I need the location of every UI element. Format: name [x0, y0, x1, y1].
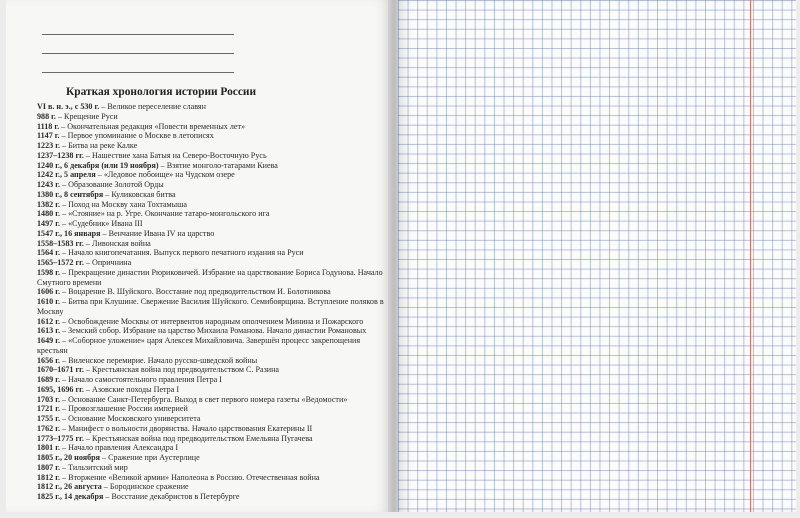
left-page [6, 0, 390, 512]
entry-text: – Битва на реке Калке [60, 141, 138, 150]
entry-date: 988 г. [37, 111, 56, 121]
entry-date: 1703 г. [37, 394, 60, 404]
write-line [42, 53, 234, 54]
entry-text: – Виленское перемирие. Начало русско-шведской войны [60, 355, 258, 365]
entry-date: 1670–1671 гг. [37, 365, 84, 375]
entry-date: VI в. н. э., с 530 г. [37, 102, 100, 111]
chronology-entry [37, 336, 387, 356]
chronology-entry [37, 356, 387, 366]
entry-date: 1237–1238 гг. [37, 150, 84, 160]
entry-date: 1805 г., 20 ноября [37, 453, 101, 462]
entry-text: – Основание Московского университета [60, 414, 201, 423]
entry-date: 1812 г., 26 августа [37, 482, 102, 492]
chronology-entry [37, 434, 387, 444]
entry-date: 1223 г. [37, 141, 60, 150]
entry-date: 1801 г. [37, 443, 60, 453]
entry-text: – Венчание Ивана IV на царство [100, 228, 215, 238]
chronology-entry [37, 180, 387, 190]
entry-date: 1656 г. [37, 355, 60, 365]
chronology-entry [37, 463, 387, 473]
chronology-entry [37, 200, 387, 210]
entry-date: 1558–1583 гг. [37, 238, 84, 248]
margin-line [750, 0, 751, 512]
entry-text: – «Судебник» Ивана III [60, 219, 143, 228]
chronology-entry [37, 424, 387, 434]
entry-date: 1695, 1696 гг. [37, 384, 84, 394]
chronology-entry [37, 141, 387, 151]
entry-text: – Начало правления Александра I [60, 443, 179, 453]
chronology-entry [37, 395, 387, 405]
entry-text: – Бородинское сражение [101, 482, 189, 492]
chronology-entry [37, 375, 387, 385]
chronology-entry [37, 326, 387, 336]
entry-date: 1242 г., 5 апреля [37, 170, 96, 180]
chronology-entry [37, 268, 387, 288]
entry-text: – Воцарение В. Шуйского. Восстание под предводительством И. Болотникова [60, 287, 331, 297]
entry-text: – Взятие монголо-татарами Киева [158, 160, 278, 170]
chronology-entry [37, 219, 387, 229]
entry-text: – Азовские походы Петра I [83, 384, 180, 394]
entry-date: 1147 г. [37, 131, 60, 141]
chronology-entry [37, 102, 387, 112]
entry-text: – Окончательная редакция «Повести временных лет» [59, 121, 246, 131]
chronology-entry [37, 170, 387, 180]
chronology-entry [37, 151, 387, 161]
chronology-entry [37, 365, 387, 375]
entry-text: – Прекращение династии Рюриковичей. Избрание на царствование Бориса Годунова. Начало Смутного времени [37, 267, 383, 287]
entry-text: – Опричнина [83, 258, 132, 267]
entry-text: – «Соборное уложение» царя Алексея Михайловича. Завершён процесс закрепощения крестьян [37, 336, 361, 355]
entry-date: 1721 г. [37, 404, 60, 414]
entry-text: – Начало самостоятельного правления Петра I [60, 375, 222, 384]
chronology-entry [37, 122, 387, 132]
entry-date: 1564 г. [37, 248, 60, 258]
name-lines [42, 34, 234, 91]
entry-text: – Вторжение «Великой армии» Наполеона в Россию. Отечественная война [60, 472, 320, 482]
entry-date: 1480 г. [37, 209, 60, 219]
write-line [42, 72, 234, 73]
entry-text: – Тильзитский мир [60, 462, 128, 472]
entry-date: 1762 г. [37, 423, 60, 433]
entry-date: 1689 г. [37, 375, 60, 384]
entry-date: 1755 г. [37, 414, 60, 423]
chronology-list [37, 102, 387, 502]
entry-text: – Земский собор. Избрание на царство Михаила Романова. Начало династии Романовых [60, 326, 367, 336]
chronology-entry [37, 453, 387, 463]
entry-text: – Начало книгопечатания. Выпуск первого печатного издания на Руси [60, 248, 304, 258]
entry-date: 1825 г., 14 декабря [37, 492, 104, 501]
chronology-entry [37, 414, 387, 424]
chronology-entry [37, 317, 387, 327]
chronology-entry [37, 473, 387, 483]
entry-text: – Ливонская война [83, 238, 151, 248]
chronology-entry [37, 443, 387, 453]
entry-text: – Куликовская битва [103, 189, 176, 199]
entry-date: 1565–1572 гг. [37, 258, 84, 267]
entry-text: – Крестьянская война под предводительством Емельяна Пугачева [83, 433, 313, 443]
entry-text: – Крестьянская война под предводительством С. Разина [83, 365, 280, 375]
entry-date: 1610 г. [37, 297, 60, 306]
entry-date: 1613 г. [37, 326, 60, 336]
entry-text: – Сражение при Аустерлице [100, 453, 200, 462]
entry-date: 1807 г. [37, 462, 60, 472]
page-title: Краткая хронология истории России [66, 86, 257, 98]
entry-text: – Первое упоминание о Москве в летописях [59, 131, 214, 141]
write-line [42, 34, 234, 35]
chronology-entry [37, 112, 387, 122]
chronology-entry [37, 131, 387, 141]
entry-date: 1649 г. [37, 336, 60, 345]
chronology-entry [37, 297, 387, 317]
entry-text: – Манифест о вольности дворянства. Начало царствования Екатерины II [60, 423, 313, 433]
entry-date: 1240 г., 6 декабря (или 19 ноября) [37, 160, 159, 170]
entry-text: – Крещение Руси [55, 111, 118, 121]
entry-date: 1773–1775 гг. [37, 433, 84, 443]
entry-text: – Образование Золотой Орды [60, 180, 164, 189]
chronology-entry [37, 482, 387, 492]
entry-date: 1497 г. [37, 219, 60, 228]
chronology-entry [37, 239, 387, 249]
entry-text: – Великое переселение славян [99, 102, 206, 111]
entry-date: 1243 г. [37, 180, 60, 189]
entry-text: – Основание Санкт-Петербурга. Выход в свет первого номера газеты «Ведомости» [60, 394, 348, 404]
entry-date: 1612 г. [37, 316, 60, 326]
entry-date: 1118 г. [37, 121, 60, 131]
chronology-entry [37, 404, 387, 414]
right-page-grid [398, 0, 796, 512]
chronology-entry [37, 258, 387, 268]
entry-date: 1598 г. [37, 267, 60, 277]
chronology-entry [37, 248, 387, 258]
chronology-entry [37, 287, 387, 297]
entry-text: – Провозглашение России империей [60, 404, 188, 414]
entry-date: 1606 г. [37, 287, 60, 297]
entry-date: 1547 г., 16 января [37, 228, 101, 238]
entry-date: 1812 г. [37, 472, 60, 482]
entry-date: 1380 г., 8 сентября [37, 189, 104, 199]
chronology-entry [37, 209, 387, 219]
chronology-entry [37, 161, 387, 171]
entry-text: – Восстание декабристов в Петербурге [103, 492, 240, 501]
chronology-entry [37, 385, 387, 395]
entry-date: 1382 г. [37, 199, 60, 209]
entry-text: – «Ледовое побоище» на Чудском озере [95, 170, 235, 180]
entry-text: – Битва при Клушине. Свержение Василия Шуйского. Семибоярщина. Вступление поляков в Москву [37, 297, 384, 316]
entry-text: – Поход на Москву хана Тохтамыша [60, 199, 187, 209]
chronology-entry [37, 492, 387, 502]
entry-text: – «Стояние» на р. Угре. Окончание татаро-монгольского ига [60, 209, 270, 219]
entry-text: – Освобождение Москвы от интервентов народным ополчением Минина и Пожарского [60, 316, 364, 326]
chronology-entry [37, 229, 387, 239]
chronology-entry [37, 190, 387, 200]
entry-text: – Нашествие хана Батыя на Северо-Восточную Русь [83, 150, 267, 160]
